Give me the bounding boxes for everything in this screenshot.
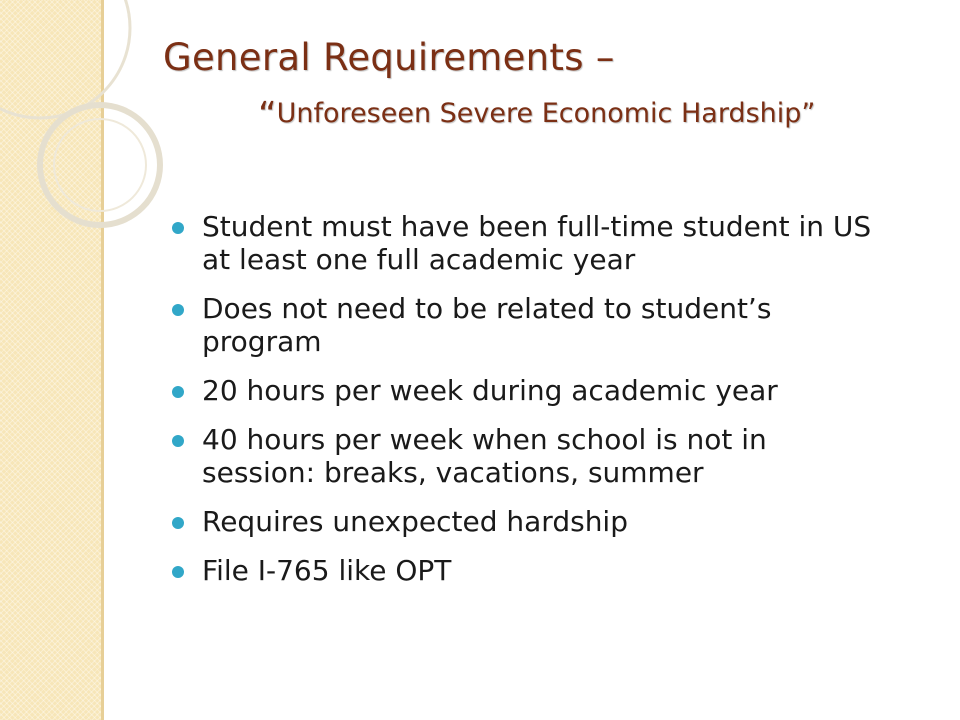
subtitle-text: Unforeseen Severe Economic Hardship” [276,98,816,129]
bullet-icon [172,566,184,578]
bullet-icon [172,435,184,447]
bullet-text: Requires unexpected hardship [202,505,628,538]
subtitle-open-quote: “ [258,95,277,136]
slide-subtitle [258,95,816,136]
bullet-icon [172,517,184,529]
slide-title: General Requirements – [163,36,615,79]
bullet-icon [172,222,184,234]
bullet-list [172,210,872,603]
bullet-icon [172,386,184,398]
bullet-text: Does not need to be related to student’s program [202,292,772,358]
bullet-text: File I-765 like OPT [202,554,452,587]
bullet-text: 20 hours per week during academic year [202,374,778,407]
bullet-item [172,554,872,587]
bullet-text: 40 hours per week when school is not in session: breaks, vacations, summer [202,423,767,489]
bullet-item [172,292,872,358]
bullet-text: Student must have been full-time student in US at least one full academic year [202,210,872,276]
bullet-icon [172,304,184,316]
bullet-item [172,374,872,407]
bullet-item [172,505,872,538]
bullet-item [172,210,872,276]
bullet-item [172,423,872,489]
